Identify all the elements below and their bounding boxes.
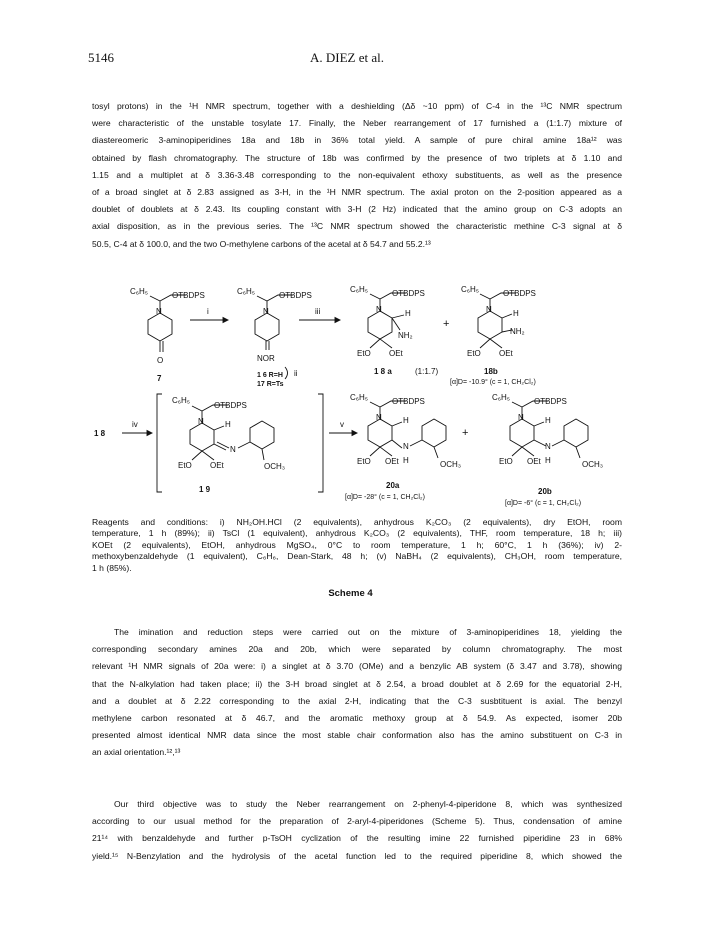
atom-label: N [486, 305, 492, 314]
text-line: 50.5, C-4 at δ 100.0, and the two O-methylene carbons of the acetal at δ 54.7 and 55.2.¹³ [92, 238, 431, 249]
reagent-label: iii [315, 307, 321, 316]
conditions-line: temperature, 1 h (89%); ii) TsCl (1 equivalent), anhydrous K₂CO₃ (2 equivalents), THF, room temperature, 18 h; iii) [92, 528, 622, 539]
atom-label: N [545, 442, 551, 451]
atom-label: EtO [357, 457, 371, 466]
running-title: A. DIEZ et al. [310, 50, 385, 65]
atom-label: N [376, 413, 382, 422]
text-line: 21¹⁴ with benzaldehyde and further p-TsOH cyclization of the resulting imine 22 furnished piperidine 23 in 68% [92, 833, 622, 844]
page-header [0, 40, 701, 64]
atom-label: H [403, 456, 409, 465]
group-label: OTBDPS [392, 397, 425, 406]
atom-label: N [376, 305, 382, 314]
group-label: OTBDPS [503, 289, 536, 298]
atom-label: OCH₃ [440, 460, 462, 469]
atom-label: NH₂ [398, 331, 413, 340]
atom-label: N [403, 442, 409, 451]
group-label: C₆H₅ [237, 287, 256, 296]
group-label: OTBDPS [279, 291, 312, 300]
reaction-scheme [0, 270, 701, 518]
atom-label: NH₂ [510, 327, 525, 336]
plus-sign: + [462, 427, 469, 439]
text-line: Our third objective was to study the Neber rearrangement on 2-phenyl-4-piperidone 8, which was synthesized [114, 799, 622, 809]
atom-label: EtO [357, 349, 371, 358]
text-line: were characteristic of the unstable tosylate 17. Finally, the Neber rearrangement of 17 furnished a (1:1.7) mixture of [92, 118, 622, 129]
text-line: yield.¹⁵ N-Benzylation and the hydrolysis of the acetal function led to the required piperidine 8, which showed the [92, 850, 622, 861]
compound-number: 18b [484, 367, 498, 376]
reagent-label: i [207, 307, 209, 316]
group-label: C₆H₅ [130, 287, 149, 296]
atom-label: OEt [499, 349, 513, 358]
text-line: diastereomeric 3-aminopiperidines 18a and 18b in 36% total yield. A sample of pure chiral amine 18a¹² was [92, 135, 622, 146]
compound-number: 7 [157, 374, 162, 383]
atom-label: N [198, 417, 204, 426]
group-label: OTBDPS [534, 397, 567, 406]
conditions-line: Reagents and conditions: i) NH₂OH.HCl (2 equivalents), anhydrous K₂CO₃ (2 equivalents), dry EtOH, room [92, 517, 622, 527]
atom-label: H [405, 309, 411, 318]
compound-number: 1 8 [94, 429, 106, 438]
reagent-label: v [340, 420, 344, 429]
text-line: 1.15 and a multiplet at δ 3.36-3.48 corresponding to the non-equivalent ethoxy substituents, as well as the presence [92, 169, 622, 180]
compound-number: 1 8 a [374, 367, 392, 376]
text-line: doublet of doublets at δ 2.43. Its coupling constant with 3-H (2 Hz) indicated that the amino group on C-3 adopts an [92, 204, 622, 215]
text-line: The imination and reduction steps were carried out on the mixture of 3-aminopiperidines 18, yielding the [114, 627, 622, 637]
compound-number: 1 9 [199, 485, 211, 494]
optical-rotation: [α]D= -6° (c = 1, CH₂Cl₂) [505, 500, 582, 507]
plus-sign: + [443, 318, 450, 330]
optical-rotation: [α]D= -28° (c = 1, CH₂Cl₂) [345, 494, 425, 501]
text-line: axial disposition, as in the previous series. The ¹³C NMR spectrum showed the characteristic methine C-3 signal at δ [92, 221, 622, 232]
atom-label: H [545, 456, 551, 465]
reagents-and-conditions [92, 517, 622, 574]
atom-label: OCH₃ [582, 460, 604, 469]
compound-number: 20b [538, 487, 552, 496]
compound-number: 1 6 R=H [257, 372, 283, 379]
text-line: that the N-alkylation had taken place; ii) the 3-H broad singlet at δ 2.54, a broad doublet at δ 2.69 for the equatorial 2-H, [92, 678, 622, 689]
atom-label: NOR [257, 354, 275, 363]
group-label: OTBDPS [214, 401, 247, 410]
atom-label: OEt [389, 349, 403, 358]
atom-label: H [513, 309, 519, 318]
ratio-label: (1:1.7) [415, 367, 439, 376]
group-label: C₆H₅ [172, 396, 191, 405]
text-line: obtained by flash chromatography. The structure of 18b was confirmed by the presence of two triplets at δ 1.10 and [92, 152, 622, 163]
paragraph-2 [92, 624, 622, 762]
atom-label: EtO [178, 461, 192, 470]
atom-label: H [225, 420, 231, 429]
group-label: C₆H₅ [492, 393, 511, 402]
group-label: OTBDPS [392, 289, 425, 298]
atom-label: EtO [499, 457, 513, 466]
conditions-line: KOEt (2 equivalents), EtOH, anhydrous MgSO₄, 0°C to room temperature, 1 h; 60°C, 1 h (36%); iv) 2- [92, 539, 622, 550]
paragraph-1 [92, 98, 622, 253]
atom-label: N [156, 307, 162, 316]
text-line: and a doublet at δ 2.22 corresponding to the axial 2-H, indicating that the C-3 susbtituent is axial. The benzyl [92, 695, 622, 706]
atom-label: H [403, 416, 409, 425]
page-number: 5146 [88, 50, 114, 65]
atom-label: O [157, 356, 164, 365]
compound-number: 17 R=Ts [257, 381, 284, 388]
text-line: presented almost identical NMR data since the most stable chair conformation also has the amino substituent on C-3 in [92, 730, 622, 741]
group-label: C₆H₅ [461, 285, 480, 294]
paragraph-3 [92, 796, 622, 865]
text-line: of a broad singlet at δ 2.83 assigned as 3-H, in the ¹H NMR spectrum. The axial proton on the 2-position appeared as a [92, 186, 622, 197]
scheme-title: Scheme 4 [328, 588, 373, 599]
text-line: according to our usual method for the preparation of 2-aryl-4-piperidones (Scheme 5). Thus, condensation of amine [92, 816, 622, 827]
text-line: relevant ¹H NMR signals of 20a were: i) a singlet at δ 3.70 (OMe) and a benzylic AB system (δ 3.47 and 3.78), showing [92, 661, 622, 672]
atom-label: OEt [527, 457, 541, 466]
atom-label: OCH₃ [264, 462, 286, 471]
optical-rotation: [α]D= -10.9° (c = 1, CH₂Cl₂) [450, 379, 536, 386]
text-line: corresponding secondary amines 20a and 20b, which were separated by column chromatography. The most [92, 644, 622, 655]
atom-label: OEt [385, 457, 399, 466]
text-line: an axial orientation.¹²,¹³ [92, 747, 181, 758]
text-line: methylene carbon resonated at δ 46.7, and the aromatic methoxy group at δ 54.9. As expected, isomer 20b [92, 712, 622, 723]
group-label: OTBDPS [172, 291, 205, 300]
atom-label: N [263, 307, 269, 316]
atom-label: H [545, 416, 551, 425]
conditions-line: 1 h (85%). [92, 562, 132, 573]
conditions-line: methoxybenzaldehyde (1 equivalent), C₆H₆, Dean-Stark, 48 h; (v) NaBH₄ (2 equivalents), CH₃OH, room temperature, [92, 551, 622, 562]
atom-label: N [518, 413, 524, 422]
compound-number: 20a [386, 481, 400, 490]
atom-label: OEt [210, 461, 224, 470]
atom-label: N [230, 445, 236, 454]
atom-label: EtO [467, 349, 481, 358]
group-label: C₆H₅ [350, 285, 369, 294]
text-line: tosyl protons) in the ¹H NMR spectrum, together with a deshielding (Δδ ~10 ppm) of C-4 in the ¹³C NMR spectrum [92, 101, 622, 111]
reagent-label: ii [294, 369, 298, 378]
group-label: C₆H₅ [350, 393, 369, 402]
reagent-label: iv [132, 420, 138, 429]
